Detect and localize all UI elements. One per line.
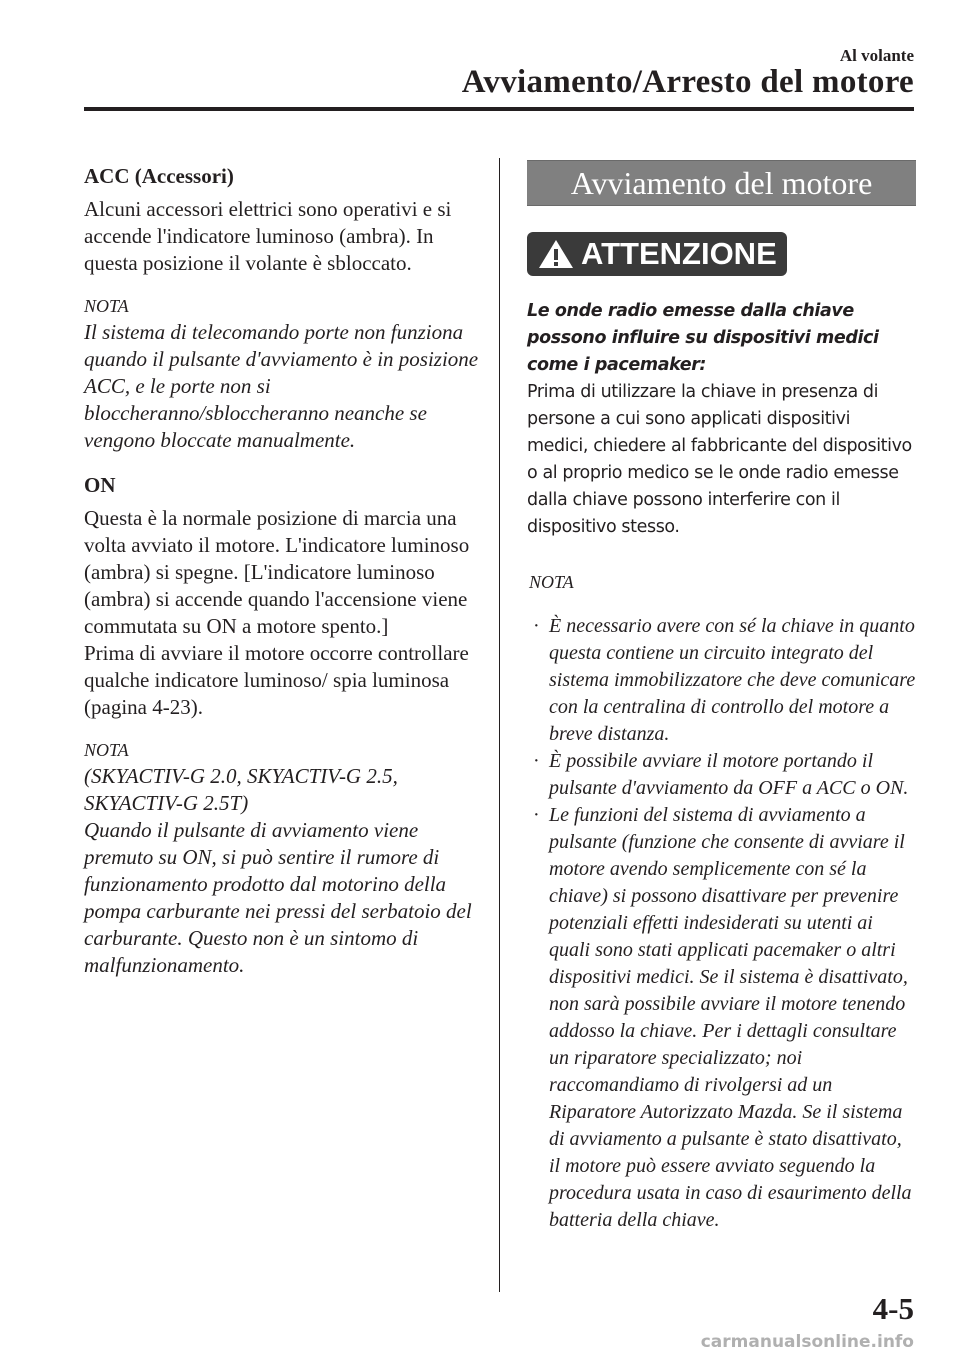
nota-block bbox=[527, 569, 916, 1234]
section-banner: Avviamento del motore bbox=[527, 160, 916, 206]
bullet-icon: · bbox=[533, 615, 540, 637]
header-rule bbox=[84, 107, 914, 111]
chapter-label: Al volante bbox=[839, 46, 914, 65]
nota-text: Il sistema di telecomando porte non funziona quando il pulsante d'avviamento è in posizione ACC, e le porte non si bloccheranno/sbloccheranno neanche se vengono bloccate manualmente. bbox=[84, 320, 479, 452]
warning-triangle-icon bbox=[537, 238, 575, 270]
warning-badge bbox=[527, 232, 787, 276]
on-text: Questa è la normale posizione di marcia una volta avviato il motore. L'indicatore luminoso (ambra) si spegne. [L'indicatore luminoso (ambra) si accende quando l'accensione viene commutata su ON a motore spento.] bbox=[84, 506, 470, 638]
nota-text: Quando il pulsante di avviamento viene premuto su ON, si può sentire il rumore di funzionamento prodotto dal motorino della pompa carburante nei pressi del serbatoio del carburante. Questo non è un sintomo di malfunzionamento. bbox=[84, 818, 472, 977]
list-item: · È possibile avviare il motore portando il pulsante d'avviamento da OFF a ACC o ON. bbox=[533, 750, 909, 799]
watermark: carmanualsonline.info bbox=[700, 1332, 914, 1352]
right-column bbox=[527, 160, 916, 1234]
left-column bbox=[84, 163, 479, 979]
warning-headline: Le onde radio emesse dalla chiave possono influire su dispositivi medici come i pacemaker: bbox=[527, 301, 879, 375]
nota-list bbox=[527, 613, 916, 1234]
list-item: · Le funzioni del sistema di avviamento a pulsante (funzione che consente di avviare il motore avendo semplicemente con sé la chiave) si possono disattivare per prevenire potenziali effetti indesiderati su utenti ai quali sono stati applicati pacemaker o altri dispositivi medici. Se il sistema è disattivato, non sarà possibile avviare il motore tenendo addosso la chiave. Per i dettagli consultare un riparatore specializzato; noi raccomandiamo di rivolgersi ad un Riparatore Autorizzato Mazda. Se il sistema di avviamento a pulsante è stato disattivato, il motore può essere avviato seguendo la procedura usata in caso di esaurimento della batteria della chiave. bbox=[533, 804, 912, 1231]
on-heading: ON bbox=[84, 473, 116, 497]
nota-label: NOTA bbox=[84, 296, 129, 316]
warning-label: ATTENZIONE bbox=[581, 236, 777, 271]
nota-engine-variants: (SKYACTIV-G 2.0, SKYACTIV-G 2.5, SKYACTIV-G 2.5T) bbox=[84, 764, 398, 815]
warning-text bbox=[527, 298, 916, 541]
page-title: Avviamento/Arresto del motore bbox=[461, 64, 914, 100]
bullet-icon: · bbox=[533, 804, 540, 826]
page-number: 4-5 bbox=[872, 1291, 914, 1326]
on-text-check: Prima di avviare il motore occorre controllare qualche indicatore luminoso/ spia luminosa (pagina 4-23). bbox=[84, 641, 469, 719]
nota-label: NOTA bbox=[84, 740, 129, 760]
acc-heading: ACC (Accessori) bbox=[84, 164, 234, 188]
acc-text: Alcuni accessori elettrici sono operativi e si accende l'indicatore luminoso (ambra). In questa posizione il volante è sbloccato. bbox=[84, 197, 452, 275]
nota-label: NOTA bbox=[529, 572, 574, 592]
bullet-icon: · bbox=[533, 750, 540, 772]
list-item: · È necessario avere con sé la chiave in quanto questa contiene un circuito integrato del sistema immobilizzatore che deve comunicare con la centralina di controllo del motore a breve distanza. bbox=[533, 615, 916, 745]
warning-body: Prima di utilizzare la chiave in presenza di persone a cui sono applicati dispositivi medici, chiedere al fabbricante del dispositivo o al proprio medico se le onde radio emesse dalla chiave possono interferire con il dispositivo stesso. bbox=[527, 382, 912, 537]
column-divider bbox=[499, 158, 500, 1292]
